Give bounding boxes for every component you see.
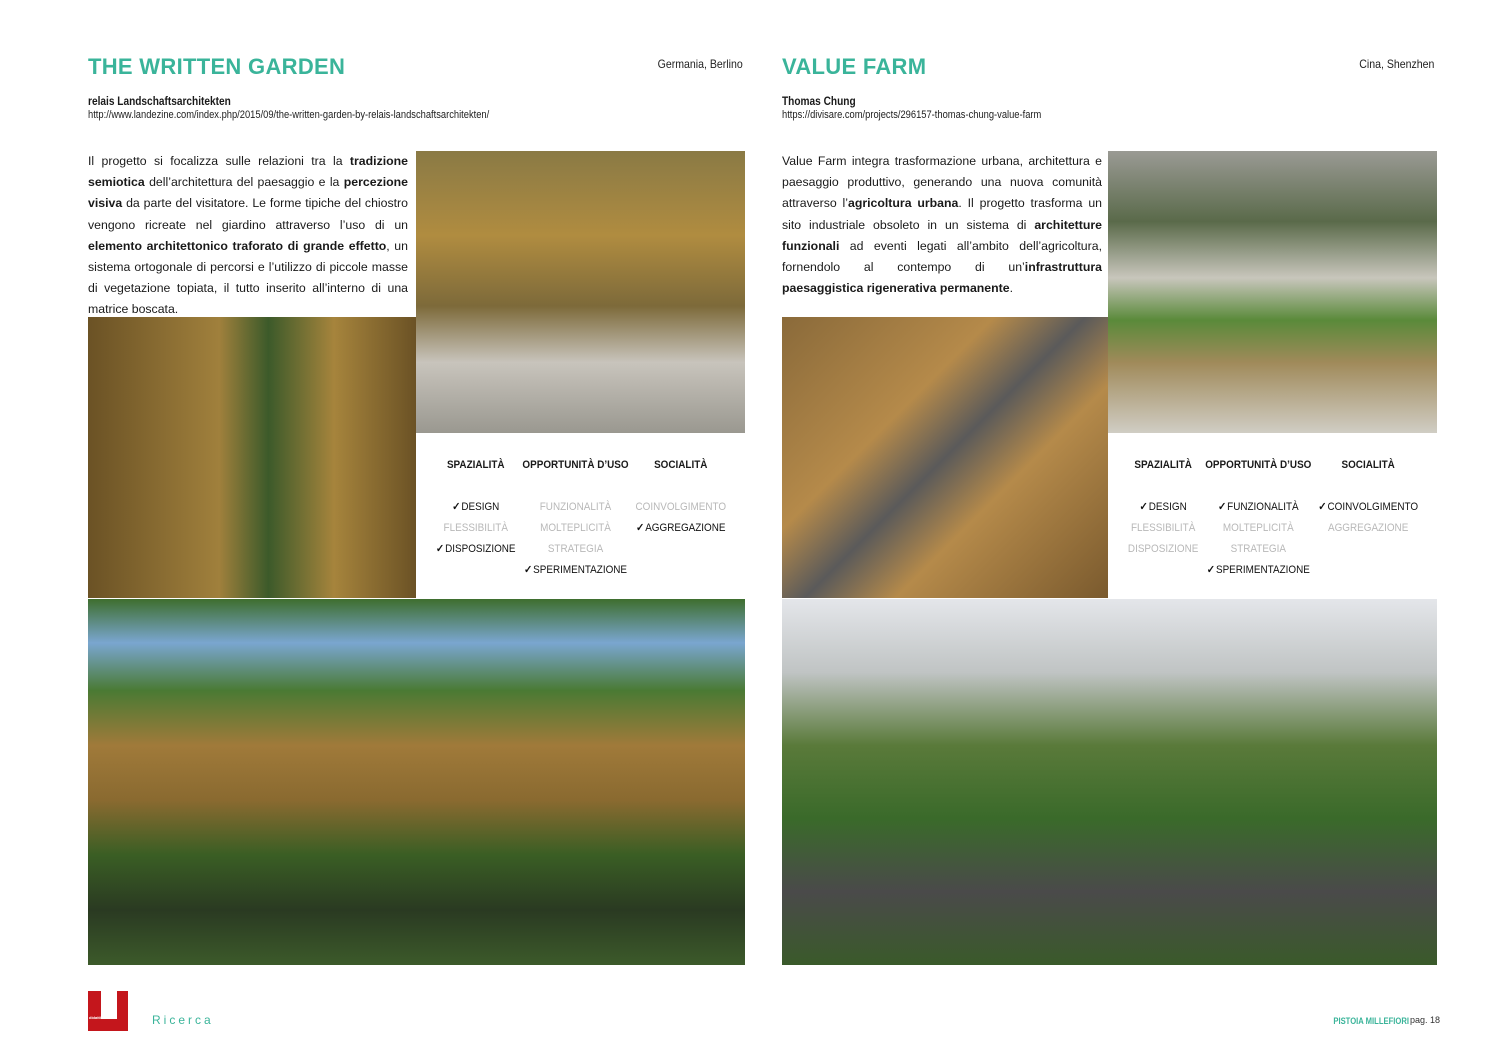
criteria-item: FLESSIBILITÀ [443,522,508,534]
project-title: THE WRITTEN GARDEN [88,54,346,79]
criteria-heading: SOCIALITÀ [654,459,708,471]
photo-farm-beds [782,317,1108,598]
criteria-column [1128,459,1198,581]
page-number: pag. 18 [1410,1015,1441,1025]
publication-name: PISTOIA MILLEFIORI [1333,1016,1409,1026]
project-location: Cina, Shenzhen [1358,57,1434,71]
logo [88,991,128,1031]
body-text: Value Farm integra trasformazione urbana, architettura e paesaggio produttivo, generando una nuova comunità attraverso l’ [782,154,1102,211]
project-description [88,151,408,321]
criteria-item: STRATEGIA [1230,543,1286,555]
project-url[interactable]: https://divisare.com/projects/296157-thomas-chung-value-farm [782,109,1042,121]
project-location: Germania, Berlino [657,57,743,71]
criteria-item-checked: ✓ SPERIMENTAZIONE [1205,560,1311,581]
criteria-heading: SPAZIALITÀ [446,459,505,471]
highlight-text: tradizione semiotica [88,154,408,190]
photo-farm-visitors [782,599,1437,965]
criteria-item-checked: ✓ SPERIMENTAZIONE [522,560,628,581]
criteria-column [522,459,628,581]
highlight-text: infrastruttura paesaggistica rigenerativa permanente [782,260,1102,296]
criteria-item: MOLTEPLICITÀ [540,522,611,534]
body-text: . Il progetto trasforma un sito industriale obsoleto in un sistema di [782,196,1103,232]
highlight-text: agricoltura urbana [847,196,959,211]
criteria-column [436,459,516,581]
highlight-text: elemento architettonico traforato di grande effetto [88,238,387,253]
criteria-item: FLESSIBILITÀ [1130,522,1196,534]
project-description [782,151,1102,299]
section-label: Ricerca [152,1013,214,1027]
criteria-item-checked: ✓ DESIGN [436,497,516,518]
criteria-column [1205,459,1311,581]
criteria-item-checked: ✓ COINVOLGIMENTO [1318,497,1418,518]
highlight-text: percezione visiva [88,175,408,211]
criteria-panel [416,433,745,598]
criteria-item: COINVOLGIMENTO [635,501,727,513]
criteria-item: MOLTEPLICITÀ [1222,522,1294,534]
criteria-heading: SOCIALITÀ [1341,459,1395,471]
criteria-item-checked: ✓ FUNZIONALITÀ [1205,497,1311,518]
criteria-column [635,459,726,581]
project-author: Thomas Chung [782,96,856,108]
photo-garden-corridor [416,151,745,433]
body-text: Il progetto si focalizza sulle relazioni tra la [88,154,350,168]
criteria-item: FUNZIONALITÀ [539,501,612,513]
criteria-column [1318,459,1418,581]
criteria-item-checked: ✓ DESIGN [1128,497,1198,518]
highlight-text: architetture funzionali [782,217,1102,253]
criteria-item: STRATEGIA [547,543,604,555]
body-text: da parte del visitatore. Le forme tipiche del chiostro vengono ricreate nel giardino attraverso l’uso di un [88,196,408,232]
criteria-item-checked: ✓ AGGREGAZIONE [635,518,726,539]
criteria-panel [1108,433,1437,598]
criteria-item: DISPOSIZIONE [1127,543,1199,555]
logo-text: didattica [89,1015,106,1020]
criteria-item-checked: ✓ DISPOSIZIONE [436,539,516,560]
project-url[interactable]: http://www.landezine.com/index.php/2015/09/the-written-garden-by-relais-landschaftsarchitekten/ [88,109,490,121]
photo-garden-interior [88,317,416,598]
photo-garden-overview [88,599,745,965]
project-title: VALUE FARM [782,54,927,79]
criteria-heading: OPPORTUNITÀ D’USO [522,459,629,471]
body-text: , un sistema ortogonale di percorsi e l’utilizzo di piccole masse di vegetazione topiata, il tutto inserito all’interno di una matrice boscata. [88,238,408,317]
photo-farm-aerial [1108,151,1437,433]
body-text: dell’architettura del paesaggio e la [144,175,344,190]
body-text: . [1009,281,1014,296]
criteria-heading: SPAZIALITÀ [1134,459,1192,471]
body-text: ad eventi legati all’ambito dell’agricoltura, fornendolo al contempo di un’ [782,238,1102,275]
criteria-heading: OPPORTUNITÀ D’USO [1205,459,1312,471]
project-author: relais Landschaftsarchitekten [88,96,231,108]
criteria-item: AGGREGAZIONE [1327,522,1409,534]
